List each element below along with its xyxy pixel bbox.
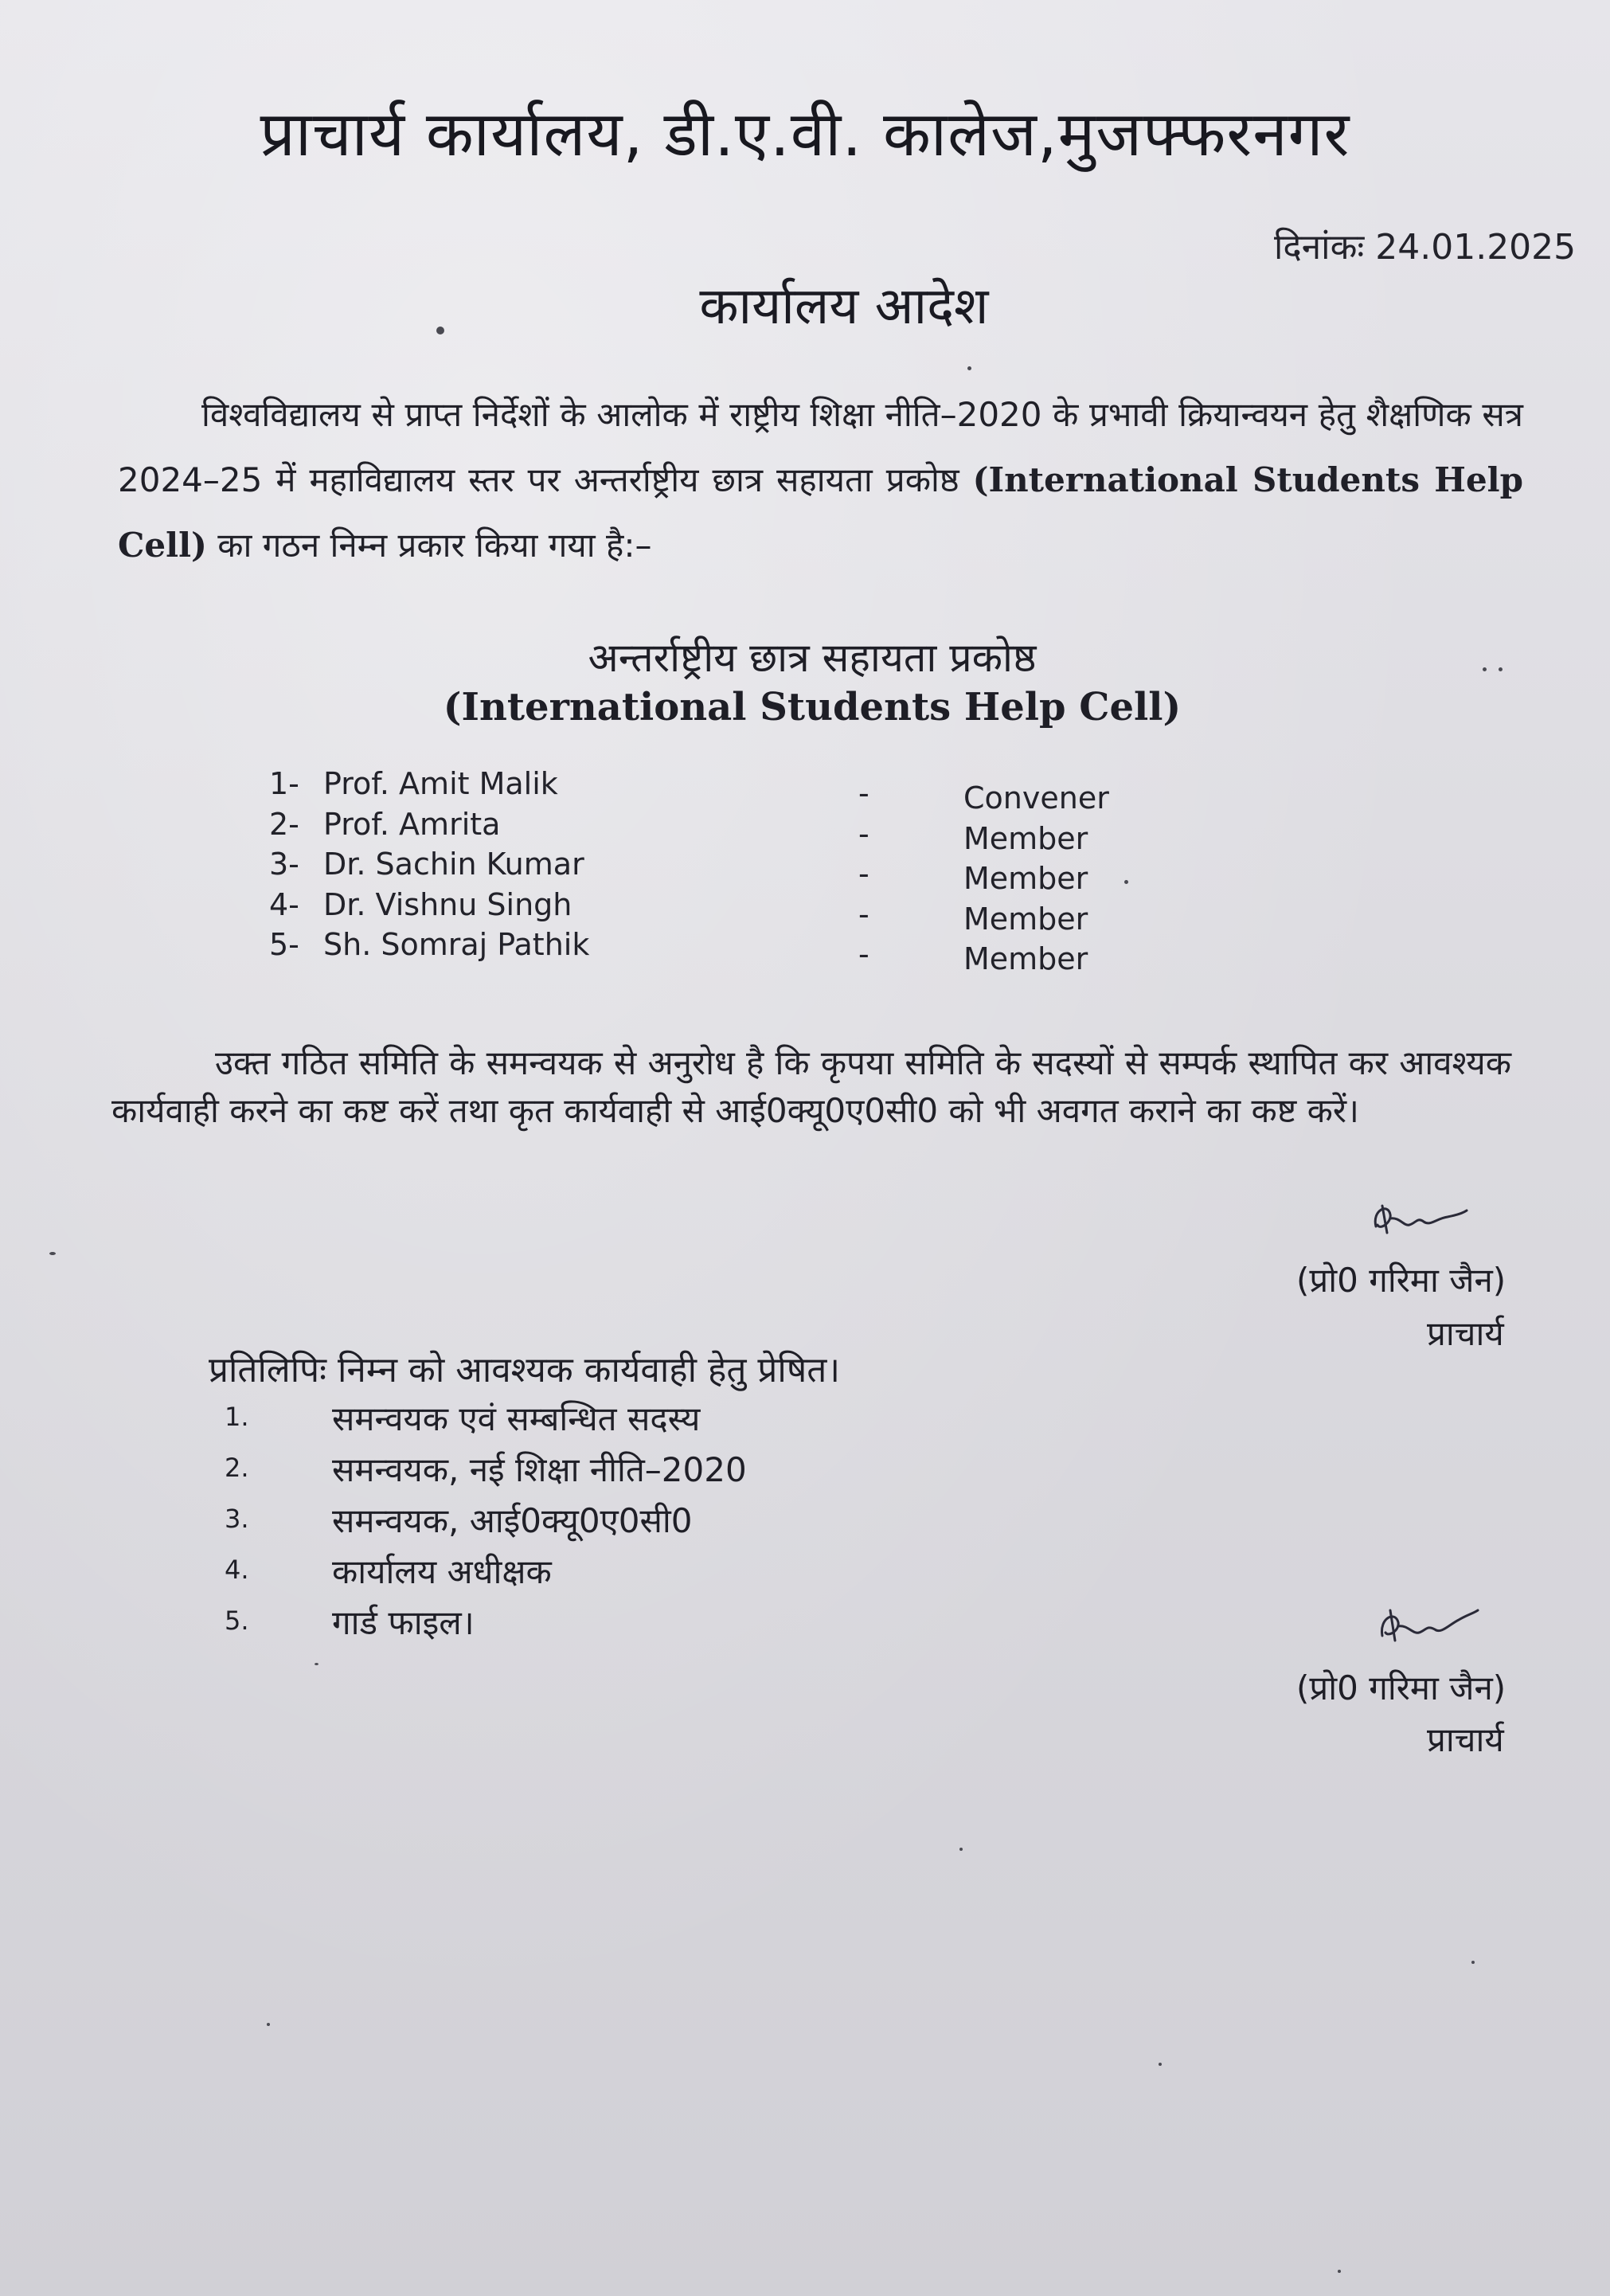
paper-speck xyxy=(1471,1961,1475,1964)
copy-item xyxy=(225,1446,1180,1497)
cell-title-hindi: अन्तर्राष्ट्रीय छात्र सहायता प्रकोष्ठ xyxy=(588,635,1037,681)
paper-speck xyxy=(959,1848,963,1851)
member-dash: - xyxy=(858,816,869,851)
signatory-name: (प्रो0 गरिमा जैन) xyxy=(1296,1261,1506,1300)
order-date: दिनांकः 24.01.2025 xyxy=(1274,227,1577,268)
paper-speck xyxy=(267,2023,270,2026)
member-row xyxy=(269,766,1145,816)
office-heading: प्राचार्य कार्यालय, डी.ए.वी. कालेज,मुजफ्फरनगर xyxy=(260,99,1350,170)
member-dash: - xyxy=(858,776,869,811)
paper-speck xyxy=(967,366,971,370)
paper-speck xyxy=(1338,2270,1341,2273)
member-name: Prof. Amrita xyxy=(323,806,501,842)
paper-speck xyxy=(1483,667,1487,671)
member-name: Dr. Sachin Kumar xyxy=(323,847,584,882)
paper-speck xyxy=(315,1663,318,1665)
member-number: 3- xyxy=(269,847,299,882)
signatory-designation: प्राचार्य xyxy=(1427,1314,1504,1353)
copy-item-number: 2. xyxy=(225,1453,249,1483)
copy-item-number: 4. xyxy=(225,1555,249,1585)
copy-item-text: समन्वयक, नई शिक्षा नीति–2020 xyxy=(332,1450,747,1489)
member-number: 1- xyxy=(269,766,299,801)
copy-item-number: 5. xyxy=(225,1606,249,1636)
copy-heading: प्रतिलिपिः निम्न को आवश्यक कार्यवाही हेतु प्रेषित। xyxy=(209,1350,841,1391)
copy-item-text: समन्वयक एवं सम्बन्धित सदस्य xyxy=(332,1399,701,1438)
intro-text-tail: का गठन निम्न प्रकार किया गया है:– xyxy=(217,526,652,565)
copy-item-number: 1. xyxy=(225,1402,249,1432)
member-name: Sh. Somraj Pathik xyxy=(323,927,590,962)
member-role: Convener xyxy=(963,780,1109,816)
copy-item-text: समन्वयक, आई0क्यू0ए0सी0 xyxy=(332,1501,693,1540)
copy-list xyxy=(225,1395,1180,1650)
intro-text: विश्वविद्यालय से प्राप्त निर्देशों के आलोक में राष्ट्रीय शिक्षा नीति–2020 के प्रभावी क्रियान्वयन हेतु शैक्षणिक सत्र 2024–25 में महाविद्यालय स्तर पर अन्तर्राष्ट्रीय छात्र सहायता प्रकोष्ठ xyxy=(118,395,1523,499)
copy-item xyxy=(225,1497,1180,1548)
principal-signature xyxy=(1360,1195,1471,1250)
copy-item-number: 3. xyxy=(225,1504,249,1534)
member-row xyxy=(269,927,1145,976)
paper-speck xyxy=(436,327,444,334)
member-list xyxy=(269,766,1145,976)
member-role: Member xyxy=(963,901,1088,937)
member-role: Member xyxy=(963,861,1088,896)
paper-speck xyxy=(1124,880,1128,884)
member-number: 5- xyxy=(269,927,299,962)
member-dash: - xyxy=(858,937,869,972)
cell-title-english: (International Students Help Cell) xyxy=(443,685,1182,729)
member-row xyxy=(269,806,1145,856)
copy-item xyxy=(225,1395,1180,1446)
copy-item xyxy=(225,1599,1180,1650)
principal-signature xyxy=(1370,1601,1481,1656)
member-name: Dr. Vishnu Singh xyxy=(323,886,572,922)
member-row xyxy=(269,886,1145,937)
copy-item xyxy=(225,1548,1180,1599)
member-row xyxy=(269,847,1145,896)
member-number: 4- xyxy=(269,886,299,922)
member-role: Member xyxy=(963,941,1088,976)
paper-speck xyxy=(1159,2063,1162,2066)
member-number: 2- xyxy=(269,806,299,842)
member-role: Member xyxy=(963,820,1088,856)
member-dash: - xyxy=(858,896,869,932)
paper-speck xyxy=(1499,667,1503,671)
member-dash: - xyxy=(858,856,869,891)
order-title: कार्यालय आदेश xyxy=(699,277,989,336)
paper-speck xyxy=(49,1252,56,1255)
member-name: Prof. Amit Malik xyxy=(323,766,558,801)
signatory-name: (प्रो0 गरिमा जैन) xyxy=(1296,1668,1506,1707)
intro-paragraph xyxy=(118,382,1523,578)
copy-item-text: कार्यालय अधीक्षक xyxy=(332,1552,552,1591)
copy-item-text: गार्ड फाइल। xyxy=(332,1603,475,1642)
signatory-designation: प्राचार्य xyxy=(1427,1720,1504,1759)
intro-text-english: (International Students Help Cell) xyxy=(118,460,1523,565)
request-paragraph: उक्त गठित समिति के समन्वयक से अनुरोध है कि कृपया समिति के सदस्यों से सम्पर्क स्थापित कर आवश्यक कार्यवाही करने का कष्ट करें तथा कृत कार्यवाही से आई0क्यू0ए0सी0 को भी अवगत कराने का कष्ट करें। xyxy=(111,1043,1511,1130)
